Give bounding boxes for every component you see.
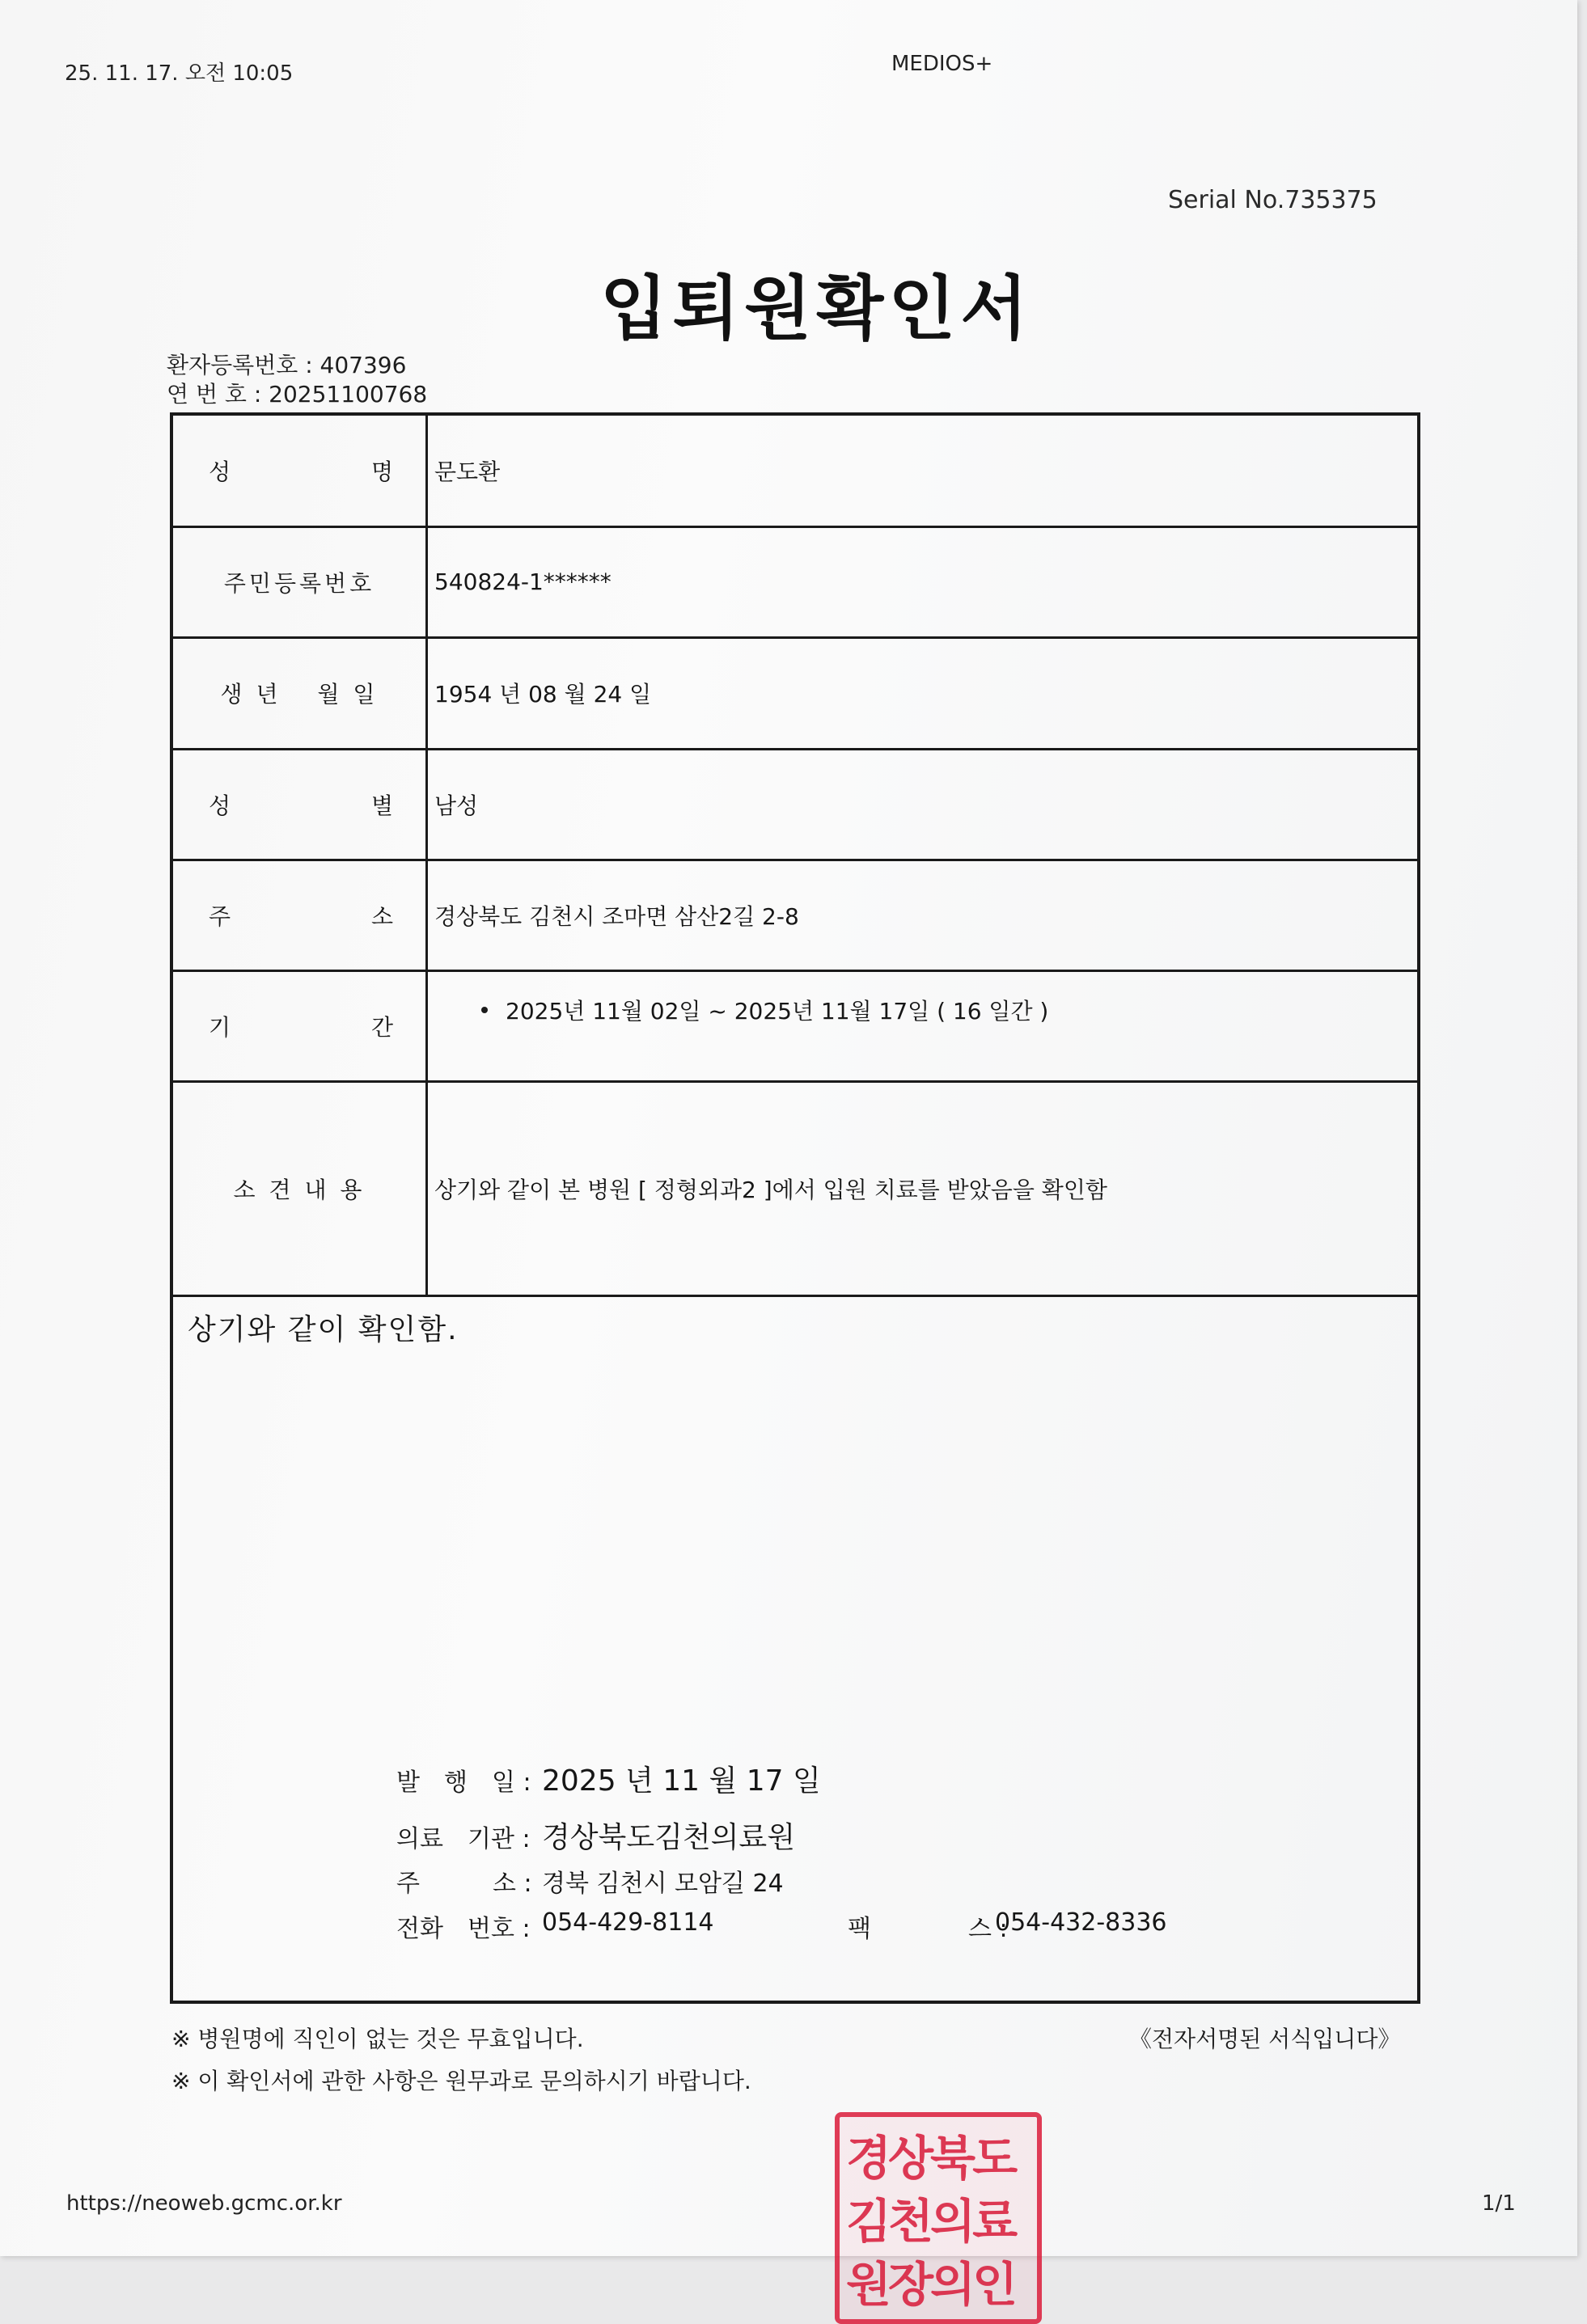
address-value: 경북 김천시 모암길 24 bbox=[542, 1870, 784, 1898]
note-seal-required: ※ 병원명에 직인이 없는 것은 무효입니다. bbox=[171, 2026, 584, 2052]
patient-info-table bbox=[173, 416, 1417, 1297]
value-opinion: 상기와 같이 본 병원 [ 정형외과2 ]에서 입원 치료를 받았음을 확인함 bbox=[427, 1081, 1418, 1295]
value-period-cell bbox=[427, 970, 1418, 1081]
value-name: 문도환 bbox=[427, 416, 1418, 526]
stamp-line-3: 원장의인 bbox=[846, 2257, 1015, 2312]
tel-value: 054-429-8114 bbox=[542, 1908, 714, 1937]
label-sex bbox=[173, 749, 427, 860]
row-opinion bbox=[173, 1081, 1417, 1295]
value-rrn: 540824-1****** bbox=[427, 526, 1418, 637]
value-sex: 남성 bbox=[427, 749, 1418, 860]
stamp-line-2: 김천의료 bbox=[846, 2194, 1015, 2249]
institution-label: 의료 기관 : bbox=[396, 1825, 531, 1853]
row-rrn bbox=[173, 526, 1417, 637]
label-period-right: 간 bbox=[370, 1013, 393, 1041]
row-period bbox=[173, 970, 1417, 1081]
page-number: 1/1 bbox=[1482, 2191, 1516, 2216]
bullet-icon bbox=[481, 1007, 488, 1013]
tel-label: 전화 번호 : bbox=[396, 1915, 531, 1943]
row-address bbox=[173, 860, 1417, 970]
address-label: 주 소 : bbox=[396, 1870, 532, 1898]
print-datetime: 25. 11. 17. 오전 10:05 bbox=[65, 61, 294, 86]
institution-value: 경상북도김천의료원 bbox=[542, 1821, 795, 1854]
serial-number: Serial No.735375 bbox=[1168, 186, 1378, 214]
stamp-line-1: 경상북도 bbox=[846, 2131, 1015, 2186]
label-rrn bbox=[173, 526, 427, 637]
label-name-left: 성 bbox=[209, 458, 231, 485]
label-address-right: 소 bbox=[370, 902, 393, 930]
label-opinion bbox=[173, 1081, 427, 1295]
fax-label: 팩 스 : bbox=[848, 1915, 1008, 1943]
issue-date-value: 2025 년 11 월 17 일 bbox=[542, 1764, 821, 1798]
confirmation-statement: 상기와 같이 확인함. bbox=[188, 1313, 459, 1346]
footer-url: https://neoweb.gcmc.or.kr bbox=[66, 2191, 342, 2216]
hospital-seal-stamp bbox=[835, 2112, 1042, 2324]
row-birth bbox=[173, 637, 1417, 749]
fax-value: 054-432-8336 bbox=[995, 1908, 1167, 1937]
row-name bbox=[173, 416, 1417, 526]
issue-serial-number: 연 번 호 : 20251100768 bbox=[167, 381, 428, 408]
label-period-left: 기 bbox=[209, 1013, 231, 1041]
issue-date-label: 발 행 일 : bbox=[396, 1768, 531, 1797]
value-birth: 1954 년 08 월 24 일 bbox=[427, 637, 1418, 749]
note-inquiry: ※ 이 확인서에 관한 사항은 원무과로 문의하시기 바랍니다. bbox=[171, 2068, 751, 2094]
row-sex bbox=[173, 749, 1417, 860]
label-name-right: 명 bbox=[370, 458, 393, 485]
label-name bbox=[173, 416, 427, 526]
label-address-left: 주 bbox=[209, 902, 231, 930]
label-sex-left: 성 bbox=[209, 792, 231, 819]
patient-registration-number: 환자등록번호 : 407396 bbox=[167, 352, 407, 378]
label-birth-text: 생 년 월 일 bbox=[220, 681, 379, 708]
value-period: 2025년 11월 02일 ~ 2025년 11월 17일 ( 16 일간 ) bbox=[506, 997, 1049, 1025]
label-opinion-text: 소 견 내 용 bbox=[233, 1176, 366, 1203]
label-birth bbox=[173, 637, 427, 749]
label-period bbox=[173, 970, 427, 1081]
electronic-signature-note: 《전자서명된 서식입니다》 bbox=[1129, 2026, 1401, 2052]
document-title: 입퇴원확인서 bbox=[600, 268, 1033, 349]
label-address bbox=[173, 860, 427, 970]
label-sex-right: 별 bbox=[370, 792, 393, 819]
system-name: MEDIOS+ bbox=[891, 52, 993, 76]
value-address: 경상북도 김천시 조마면 삼산2길 2-8 bbox=[427, 860, 1418, 970]
label-rrn-text: 주민등록번호 bbox=[223, 569, 375, 597]
